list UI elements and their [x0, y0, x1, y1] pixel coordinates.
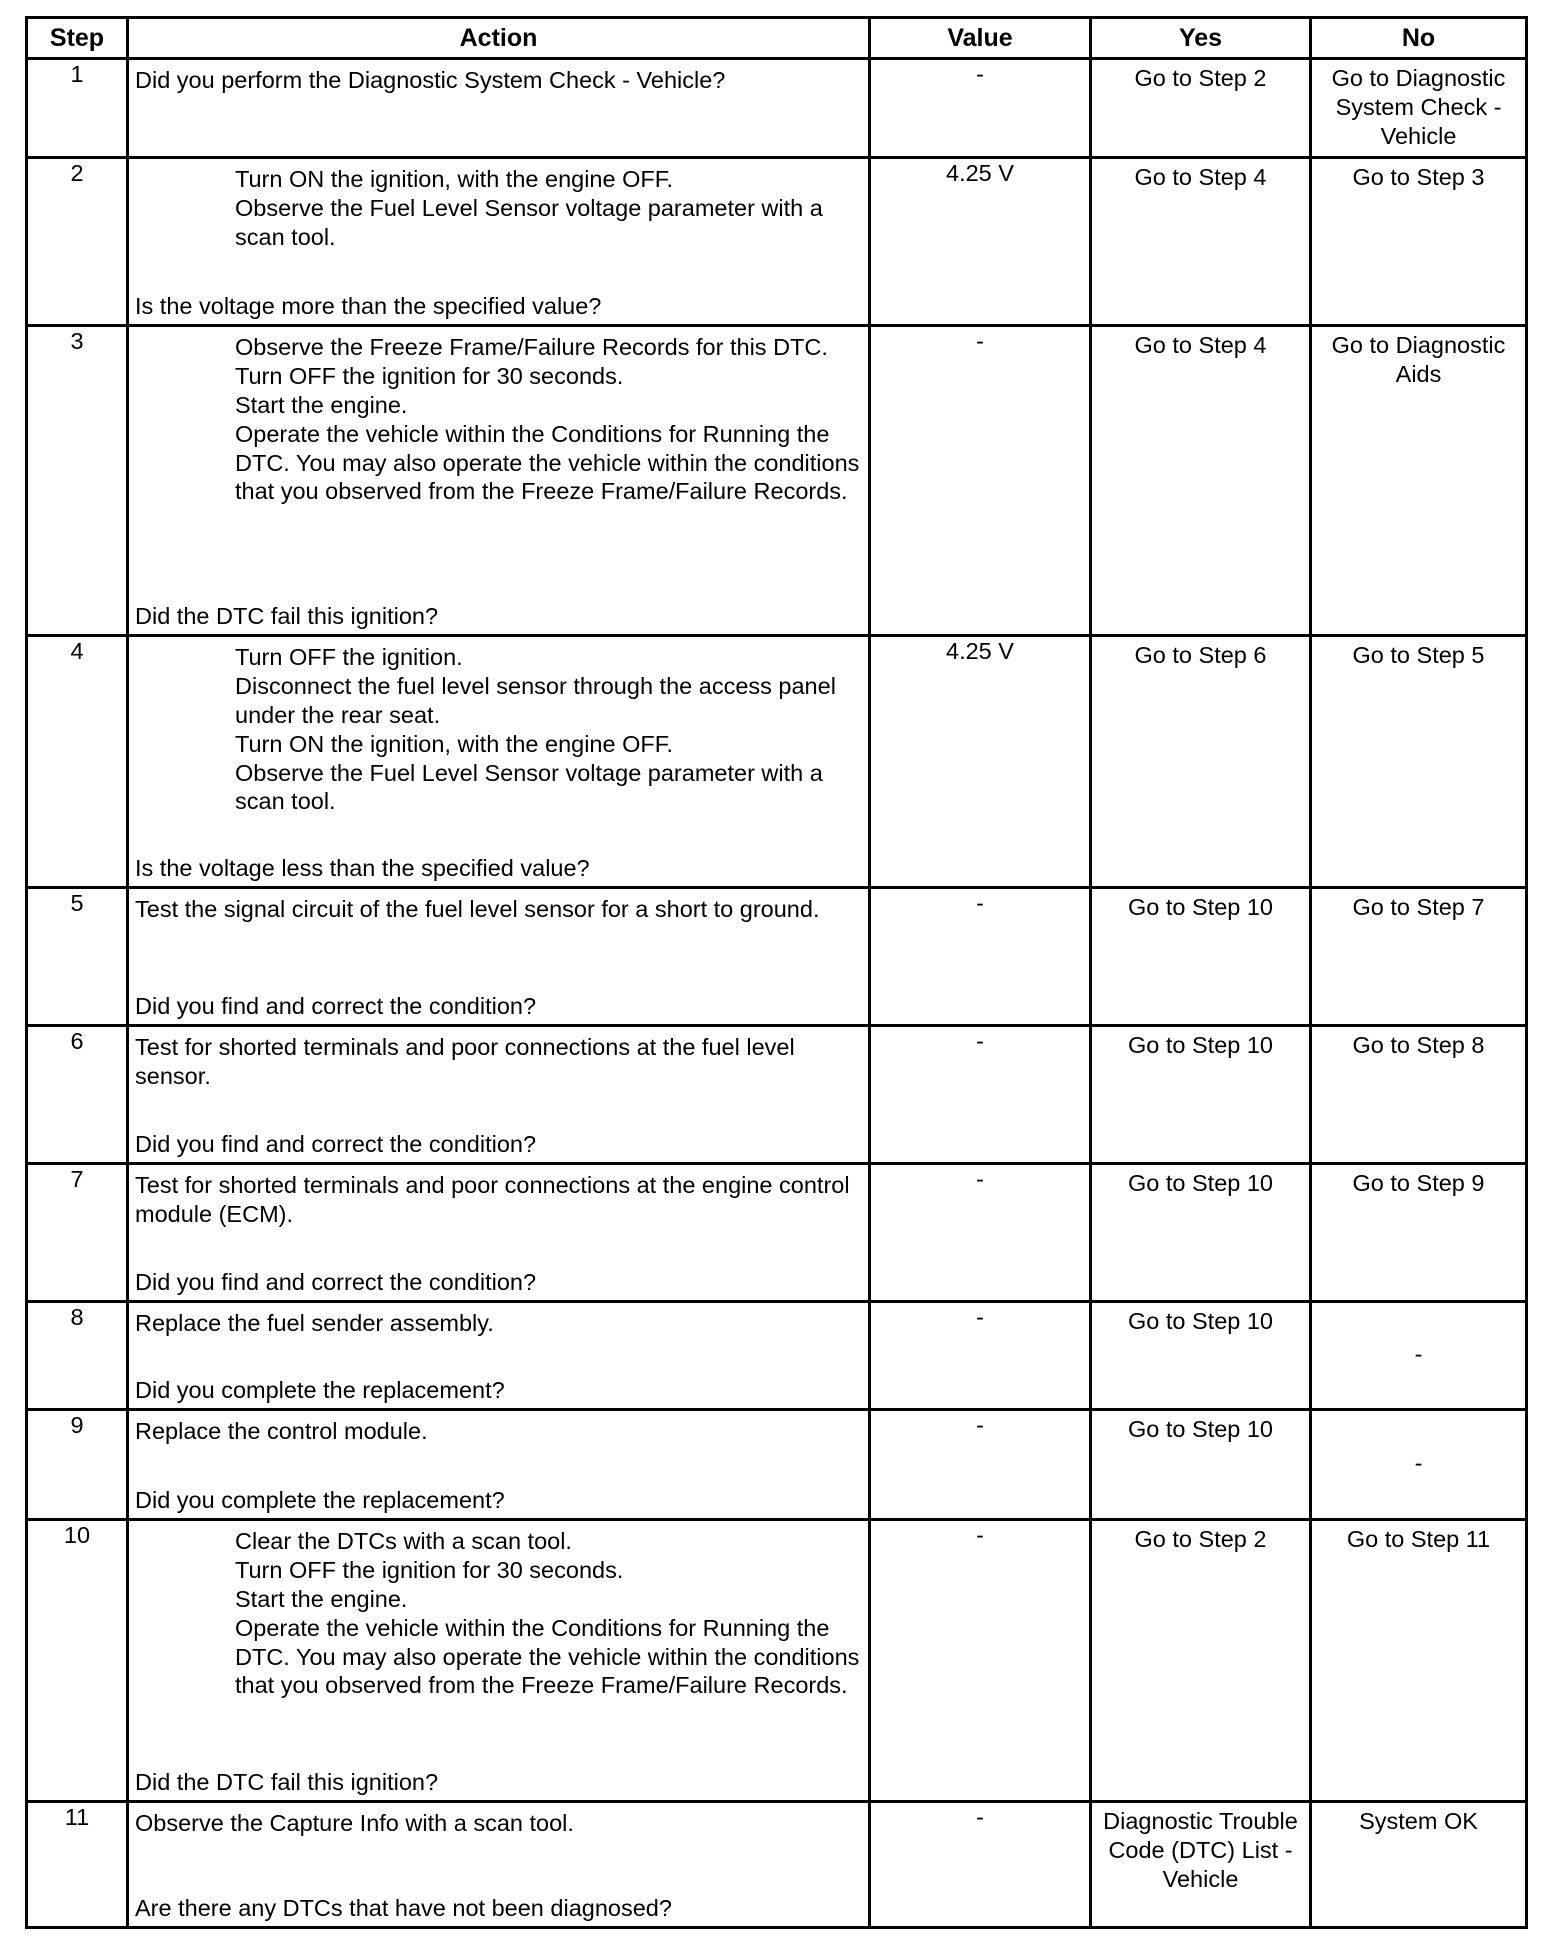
action-question: Did you find and correct the condition?	[135, 992, 537, 1019]
action-cell	[128, 59, 870, 158]
action-content	[129, 1303, 868, 1408]
yes-result: Go to Step 4	[1091, 158, 1311, 326]
action-question: Did you find and correct the condition?	[135, 1130, 537, 1157]
action-intro: Test the signal circuit of the fuel level sensor for a short to ground.	[135, 896, 820, 923]
table-row	[27, 888, 1527, 1026]
action-instructions	[135, 643, 862, 816]
action-instructions	[135, 1309, 862, 1338]
value-cell: -	[870, 59, 1091, 158]
action-step: Operate the vehicle within the Conditions for Running the DTC. You may also operate the vehicle within the conditions that you observed from the Freeze Frame/Failure Records.	[235, 1614, 860, 1699]
value-cell: -	[870, 326, 1091, 636]
action-cell	[128, 1410, 870, 1520]
yes-result: Go to Step 10	[1091, 1410, 1311, 1520]
header-row	[27, 18, 1527, 59]
action-steps	[135, 165, 862, 251]
no-result: -	[1311, 1302, 1527, 1410]
step-number: 9	[27, 1410, 128, 1520]
no-result: Go to Step 7	[1311, 888, 1527, 1026]
header-action: Action	[128, 18, 870, 59]
value-cell: -	[870, 888, 1091, 1026]
yes-result: Go to Step 10	[1091, 1026, 1311, 1164]
action-instructions	[135, 1527, 862, 1700]
step-number: 1	[27, 59, 128, 158]
step-number: 3	[27, 326, 128, 636]
action-content	[129, 1165, 868, 1300]
value-cell: -	[870, 1164, 1091, 1302]
header-step: Step	[27, 18, 128, 59]
action-cell	[128, 326, 870, 636]
value-cell: 4.25 V	[870, 158, 1091, 326]
action-instructions	[135, 1809, 862, 1838]
action-step: Turn OFF the ignition for 30 seconds.	[235, 363, 624, 390]
yes-result: Go to Step 2	[1091, 59, 1311, 158]
action-step: Operate the vehicle within the Conditions for Running the DTC. You may also operate the vehicle within the conditions that you observed from the Freeze Frame/Failure Records.	[235, 420, 860, 505]
action-question: Did you complete the replacement?	[135, 1376, 505, 1403]
action-step: Disconnect the fuel level sensor through the access panel under the rear seat.	[235, 673, 836, 728]
action-instructions	[135, 1417, 862, 1446]
action-content	[129, 60, 868, 156]
action-content	[129, 327, 868, 634]
step-number: 2	[27, 158, 128, 326]
step-number: 4	[27, 636, 128, 888]
yes-result: Go to Step 2	[1091, 1520, 1311, 1802]
no-result: -	[1311, 1410, 1527, 1520]
no-result: Go to Step 3	[1311, 158, 1527, 326]
action-instructions	[135, 1171, 862, 1229]
action-cell	[128, 1164, 870, 1302]
action-steps	[135, 1527, 862, 1700]
action-step: Clear the DTCs with a scan tool.	[235, 1528, 572, 1555]
action-cell	[128, 158, 870, 326]
action-instructions	[135, 1033, 862, 1091]
header-value: Value	[870, 18, 1091, 59]
table-row	[27, 1520, 1527, 1802]
action-step: Turn ON the ignition, with the engine OFF.	[235, 166, 674, 193]
action-intro: Observe the Capture Info with a scan tool.	[135, 1810, 574, 1837]
action-instructions	[135, 165, 862, 251]
action-content	[129, 1411, 868, 1518]
no-result: System OK	[1311, 1802, 1527, 1928]
action-steps	[135, 333, 862, 506]
table-body	[27, 59, 1527, 1928]
action-intro: Replace the control module.	[135, 1418, 428, 1445]
action-cell	[128, 1802, 870, 1928]
table-row	[27, 326, 1527, 636]
action-content	[129, 637, 868, 886]
action-content	[129, 1521, 868, 1800]
action-question: Did the DTC fail this ignition?	[135, 1768, 439, 1795]
action-question: Did you find and correct the condition?	[135, 1268, 537, 1295]
action-instructions	[135, 66, 862, 95]
diagnostic-table	[25, 16, 1528, 1929]
action-step: Observe the Freeze Frame/Failure Records for this DTC.	[235, 334, 828, 361]
yes-result: Go to Step 6	[1091, 636, 1311, 888]
action-cell	[128, 1520, 870, 1802]
action-intro: Test for shorted terminals and poor connections at the fuel level sensor.	[135, 1034, 795, 1090]
value-cell: 4.25 V	[870, 636, 1091, 888]
header-yes: Yes	[1091, 18, 1311, 59]
action-intro: Test for shorted terminals and poor connections at the engine control module (ECM).	[135, 1172, 850, 1228]
action-content	[129, 1027, 868, 1162]
no-result: Go to Step 9	[1311, 1164, 1527, 1302]
action-step: Observe the Fuel Level Sensor voltage parameter with a scan tool.	[235, 195, 823, 250]
action-cell	[128, 888, 870, 1026]
value-cell: -	[870, 1302, 1091, 1410]
step-number: 7	[27, 1164, 128, 1302]
value-cell: -	[870, 1026, 1091, 1164]
action-content	[129, 159, 868, 324]
action-instructions	[135, 333, 862, 506]
table-row	[27, 1802, 1527, 1928]
action-step: Start the engine.	[235, 1585, 408, 1612]
no-result: Go to Diagnostic Aids	[1311, 326, 1527, 636]
no-result: Go to Step 5	[1311, 636, 1527, 888]
step-number: 6	[27, 1026, 128, 1164]
table-row	[27, 636, 1527, 888]
table-row	[27, 1410, 1527, 1520]
action-step: Start the engine.	[235, 391, 408, 418]
action-question: Did the DTC fail this ignition?	[135, 602, 439, 629]
step-number: 10	[27, 1520, 128, 1802]
value-cell: -	[870, 1802, 1091, 1928]
no-result: Go to Step 11	[1311, 1520, 1527, 1802]
action-cell	[128, 1026, 870, 1164]
table-row	[27, 1164, 1527, 1302]
no-result: Go to Diagnostic System Check - Vehicle	[1311, 59, 1527, 158]
action-intro: Replace the fuel sender assembly.	[135, 1310, 494, 1337]
action-content	[129, 889, 868, 1024]
yes-result: Go to Step 10	[1091, 1302, 1311, 1410]
action-question: Is the voltage more than the specified value?	[135, 292, 602, 319]
step-number: 8	[27, 1302, 128, 1410]
step-number: 5	[27, 888, 128, 1026]
action-question: Are there any DTCs that have not been diagnosed?	[135, 1894, 672, 1921]
action-intro: Did you perform the Diagnostic System Check - Vehicle?	[135, 67, 726, 93]
action-content	[129, 1803, 868, 1926]
step-number: 11	[27, 1802, 128, 1928]
action-cell	[128, 1302, 870, 1410]
action-question: Is the voltage less than the specified value?	[135, 854, 590, 881]
table-row	[27, 59, 1527, 158]
action-step: Turn OFF the ignition for 30 seconds.	[235, 1557, 624, 1584]
action-question: Did you complete the replacement?	[135, 1486, 505, 1513]
yes-result: Go to Step 10	[1091, 1164, 1311, 1302]
yes-result: Go to Step 4	[1091, 326, 1311, 636]
value-cell: -	[870, 1520, 1091, 1802]
yes-result: Diagnostic Trouble Code (DTC) List - Vehicle	[1091, 1802, 1311, 1928]
yes-result: Go to Step 10	[1091, 888, 1311, 1026]
table-row	[27, 1026, 1527, 1164]
action-instructions	[135, 895, 862, 924]
table-row	[27, 158, 1527, 326]
no-result: Go to Step 8	[1311, 1026, 1527, 1164]
header-no: No	[1311, 18, 1527, 59]
action-step: Turn OFF the ignition.	[235, 644, 463, 671]
value-cell: -	[870, 1410, 1091, 1520]
action-step: Turn ON the ignition, with the engine OFF.	[235, 730, 674, 757]
table-row	[27, 1302, 1527, 1410]
action-cell	[128, 636, 870, 888]
action-steps	[135, 643, 862, 816]
action-step: Observe the Fuel Level Sensor voltage parameter with a scan tool.	[235, 759, 823, 815]
